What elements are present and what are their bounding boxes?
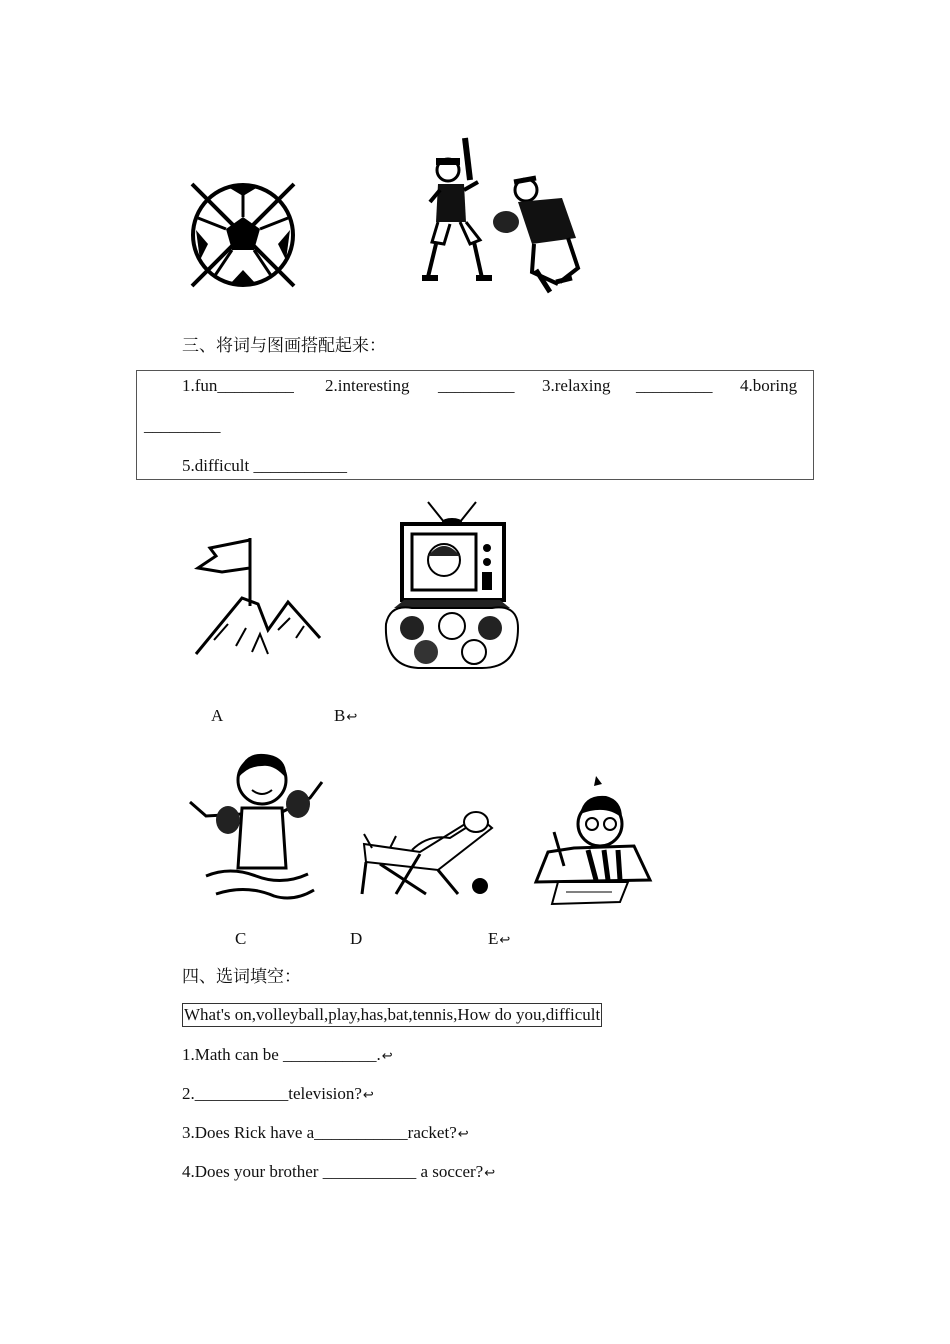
question-2-text: 2.___________television?: [182, 1084, 362, 1103]
return-mark-icon: ↩: [499, 933, 511, 948]
return-mark-icon: ↩: [362, 1088, 374, 1103]
item-relaxing: 3.relaxing: [542, 376, 611, 395]
crossed-soccer-ball-icon: [190, 182, 296, 288]
return-mark-icon: ↩: [484, 1166, 496, 1181]
picture-label-b-row: [334, 706, 357, 728]
sunbathing-man-icon: [360, 798, 500, 898]
section-3-heading: 三、将词与图画搭配起来：: [182, 336, 386, 355]
item-boring-blank: _________: [144, 416, 221, 435]
question-3: [182, 1123, 469, 1145]
thinking-student-icon: [524, 772, 660, 908]
picture-label-b: B: [334, 706, 346, 725]
question-3-text: 3.Does Rick have a___________racket?: [182, 1123, 457, 1142]
question-1-text: 1.Math can be ___________.: [182, 1045, 381, 1064]
question-4-text: 4.Does your brother ___________ a soccer?: [182, 1162, 484, 1181]
picture-label-e: E: [488, 929, 499, 948]
item-relaxing-blank: _________: [636, 376, 713, 395]
item-boring: 4.boring: [740, 376, 798, 395]
swimming-boy-icon: [186, 750, 326, 906]
return-mark-icon: ↩: [346, 710, 358, 725]
baseball-players-icon: [410, 132, 594, 307]
question-1: [182, 1045, 393, 1067]
question-2: [182, 1084, 374, 1106]
return-mark-icon: ↩: [457, 1127, 469, 1142]
picture-label-d: D: [350, 929, 363, 948]
item-interesting-blank: _________: [438, 376, 515, 395]
mountain-flag-icon: [192, 534, 324, 658]
picture-label-c: C: [235, 929, 247, 948]
return-mark-icon: ↩: [381, 1049, 393, 1064]
word-bank: What's on,volleyball,play,has,bat,tennis,How do you,difficult: [182, 1003, 602, 1027]
picture-label-e-row: [488, 929, 510, 951]
item-interesting: 2.interesting: [325, 376, 410, 395]
item-fun: 1.fun_________: [182, 376, 294, 395]
picture-label-a: A: [211, 706, 224, 725]
question-4: [182, 1162, 495, 1184]
section-4-heading: 四、选词填空：: [182, 967, 301, 986]
television-crowd-icon: [382, 500, 522, 672]
item-difficult: 5.difficult ___________: [182, 456, 347, 475]
